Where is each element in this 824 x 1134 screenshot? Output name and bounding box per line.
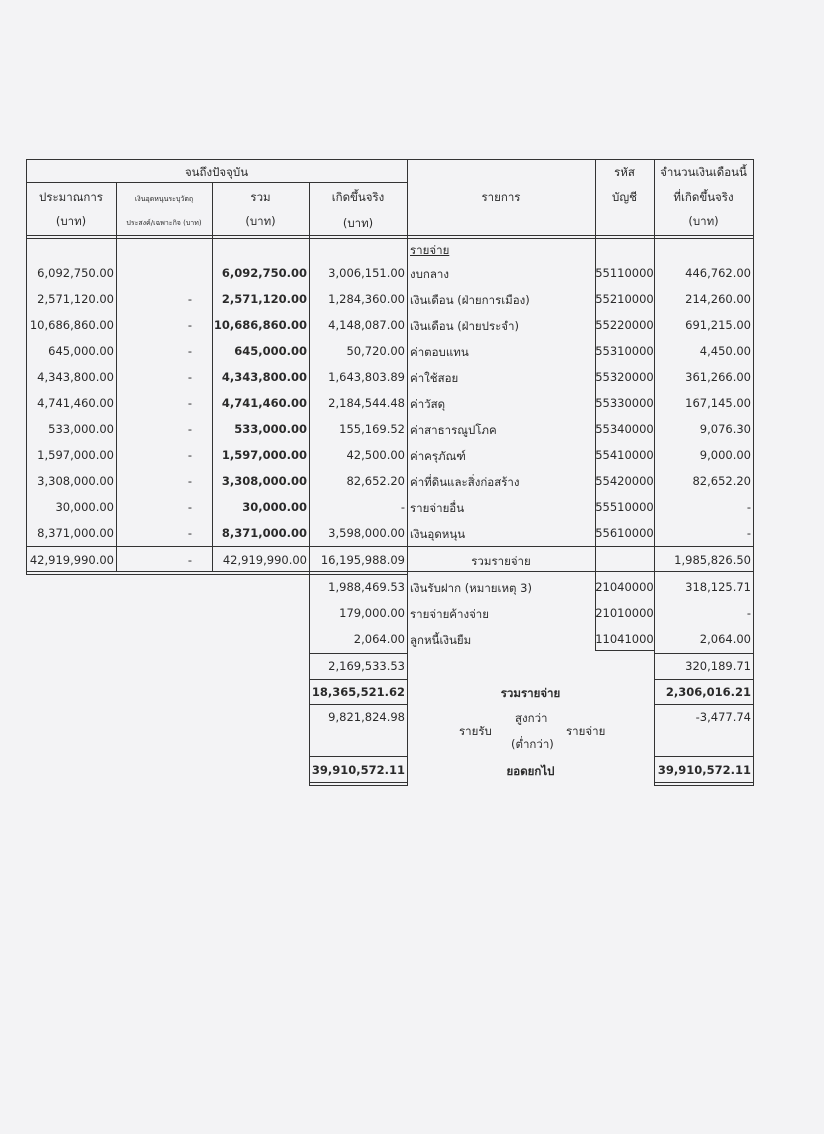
subtotal-top-left	[309, 653, 407, 654]
grand-expense-label: รวมรายจ่าย	[500, 686, 561, 700]
row-month: 361,266.00	[685, 370, 751, 384]
header-total-line1: รวม	[250, 190, 271, 204]
row-item: งบกลาง	[410, 267, 449, 281]
row-month: 446,762.00	[685, 266, 751, 280]
header-bottom-border-2	[26, 238, 753, 239]
row-item: เงินเดือน (ฝ่ายการเมือง)	[410, 293, 530, 307]
row-subsidy: -	[187, 448, 193, 462]
row-item: ค่าสาธารณูปโภค	[410, 423, 497, 437]
carry-bottom-left	[309, 782, 407, 783]
other-row-item: รายจ่ายค้างจ่าย	[410, 607, 490, 621]
other-row-actual: 2,064.00	[353, 632, 405, 646]
grand-top-right	[655, 679, 753, 680]
total-estimate: 42,919,990.00	[29, 553, 114, 567]
balance-label-top: สูงกว่า	[515, 711, 548, 725]
total-total: 42,919,990.00	[222, 553, 307, 567]
group-header: จนถึงปัจจุบัน	[184, 165, 249, 179]
row-subsidy: -	[187, 422, 193, 436]
row-code: 55310000	[595, 344, 654, 358]
row-code: 55420000	[595, 474, 654, 488]
row-code: 55610000	[595, 526, 654, 540]
grand-expense-month: 2,306,016.21	[665, 685, 751, 699]
row-total: 10,686,860.00	[213, 318, 307, 332]
header-month-line2: ที่เกิดขึ้นจริง	[673, 190, 734, 204]
grand-bottom-left	[309, 704, 407, 705]
row-code: 55510000	[595, 500, 654, 514]
other-subtotal-actual: 2,169,533.53	[328, 659, 405, 673]
row-estimate: 4,741,460.00	[37, 396, 114, 410]
header-month-line1: จำนวนเงินเดือนนี้	[660, 165, 747, 179]
header-subsidy-line1: เงินอุดหนุนระบุวัตถุ	[134, 195, 194, 203]
header-estimate-line2: (บาท)	[55, 214, 87, 228]
carry-forward-label: ยอดยกไป	[506, 764, 555, 778]
row-estimate: 1,597,000.00	[37, 448, 114, 462]
row-total: 645,000.00	[234, 344, 307, 358]
carry-bottom-right	[655, 782, 753, 783]
row-month: 691,215.00	[685, 318, 751, 332]
row-code: 55320000	[595, 370, 654, 384]
balance-label-right: รายจ่าย	[566, 724, 606, 738]
row-month: 9,076.30	[699, 422, 751, 436]
other-row-item: เงินรับฝาก (หมายเหตุ 3)	[410, 581, 532, 595]
row-subsidy: -	[187, 318, 193, 332]
other-subtotal-month: 320,189.71	[685, 659, 751, 673]
row-actual: 4,148,087.00	[328, 318, 405, 332]
row-actual: 155,169.52	[339, 422, 405, 436]
total-subsidy: -	[187, 553, 193, 567]
other-row-month: 2,064.00	[699, 632, 751, 646]
row-month: -	[746, 500, 751, 514]
row-total: 3,308,000.00	[221, 474, 307, 488]
grand-bottom-right	[655, 704, 753, 705]
row-estimate: 645,000.00	[48, 344, 114, 358]
header-code-line1: รหัส	[614, 165, 635, 179]
grand-expense-actual: 18,365,521.62	[311, 685, 405, 699]
other-row-month: -	[746, 606, 751, 620]
row-actual: 3,598,000.00	[328, 526, 405, 540]
row-code: 55210000	[595, 292, 654, 306]
row-total: 30,000.00	[242, 500, 307, 514]
other-row-item: ลูกหนี้เงินยืม	[410, 633, 472, 647]
other-row-code: 11041000	[595, 632, 654, 646]
row-item: รายจ่ายอื่น	[410, 501, 465, 515]
row-subsidy: -	[187, 396, 193, 410]
row-subsidy: -	[187, 292, 193, 306]
row-estimate: 533,000.00	[48, 422, 114, 436]
row-total: 2,571,120.00	[221, 292, 307, 306]
row-total: 533,000.00	[234, 422, 307, 436]
row-item: ค่าวัสดุ	[410, 397, 446, 411]
carry-bottom-right-2	[655, 785, 753, 786]
row-code: 55220000	[595, 318, 654, 332]
section-title: รายจ่าย	[410, 243, 450, 257]
header-actual-line1: เกิดขึ้นจริง	[331, 190, 385, 204]
header-estimate-line1: ประมาณการ	[39, 190, 103, 204]
row-month: 167,145.00	[685, 396, 751, 410]
row-estimate: 2,571,120.00	[37, 292, 114, 306]
row-code: 55340000	[595, 422, 654, 436]
subtotal-top-right	[655, 653, 753, 654]
header-subsidy-line2: ประสงค์/เฉพาะกิจ (บาท)	[126, 219, 202, 227]
row-actual: 2,184,544.48	[328, 396, 405, 410]
row-subsidy: -	[187, 344, 193, 358]
grand-top-left	[309, 679, 407, 680]
header-total-line2: (บาท)	[245, 214, 276, 228]
carry-forward-month: 39,910,572.11	[657, 763, 751, 777]
row-actual: 1,284,360.00	[328, 292, 405, 306]
row-item: ค่าใช้สอย	[410, 371, 459, 385]
carry-top-left	[309, 756, 407, 757]
row-estimate: 10,686,860.00	[29, 318, 114, 332]
header-month-line3: (บาท)	[688, 214, 719, 228]
other-row-actual: 179,000.00	[339, 606, 405, 620]
row-actual: -	[400, 500, 405, 514]
totals-top-border	[26, 546, 753, 547]
header-code-line2: บัญชี	[612, 190, 637, 204]
row-item: ค่าตอบแทน	[410, 345, 469, 359]
row-item: ค่าที่ดินและสิ่งก่อสร้าง	[410, 475, 520, 489]
balance-actual: 9,821,824.98	[328, 710, 405, 724]
carry-top-right	[655, 756, 753, 757]
row-month: 9,000.00	[699, 448, 751, 462]
row-month: 4,450.00	[699, 344, 751, 358]
row-item: เงินอุดหนุน	[410, 527, 466, 541]
row-total: 4,343,800.00	[221, 370, 307, 384]
code-box-bottom	[595, 650, 654, 651]
balance-label-left: รายรับ	[459, 724, 492, 738]
totals-bottom-border	[26, 571, 753, 572]
other-row-actual: 1,988,469.53	[328, 580, 405, 594]
col-divider-1	[116, 182, 117, 571]
row-item: เงินเดือน (ฝ่ายประจำ)	[410, 319, 519, 333]
header-item: รายการ	[481, 190, 521, 204]
row-subsidy: -	[187, 526, 193, 540]
row-month: 214,260.00	[685, 292, 751, 306]
header-bottom-border	[26, 235, 753, 236]
other-row-code: 21010000	[595, 606, 654, 620]
row-estimate: 30,000.00	[55, 500, 114, 514]
row-estimate: 8,371,000.00	[37, 526, 114, 540]
row-subsidy: -	[187, 474, 193, 488]
group-header-underline	[26, 182, 407, 183]
row-month: 82,652.20	[692, 474, 751, 488]
row-actual: 3,006,151.00	[328, 266, 405, 280]
row-actual: 50,720.00	[346, 344, 405, 358]
row-code: 55330000	[595, 396, 654, 410]
row-actual: 42,500.00	[346, 448, 405, 462]
row-actual: 1,643,803.89	[328, 370, 405, 384]
row-estimate: 3,308,000.00	[37, 474, 114, 488]
balance-month: -3,477.74	[695, 710, 751, 724]
balance-label-bottom: (ต่ำกว่า)	[511, 737, 554, 751]
other-row-code: 21040000	[595, 580, 654, 594]
carry-bottom-left-2	[309, 785, 407, 786]
row-total: 1,597,000.00	[221, 448, 307, 462]
row-total: 4,741,460.00	[221, 396, 307, 410]
row-code: 55110000	[595, 266, 654, 280]
row-estimate: 6,092,750.00	[37, 266, 114, 280]
other-row-month: 318,125.71	[685, 580, 751, 594]
carry-forward-actual: 39,910,572.11	[311, 763, 405, 777]
total-month: 1,985,826.50	[674, 553, 751, 567]
table-top-border	[26, 159, 753, 160]
row-subsidy: -	[187, 370, 193, 384]
table-right-border	[753, 159, 754, 786]
totals-bottom-border-2	[26, 574, 407, 575]
row-estimate: 4,343,800.00	[37, 370, 114, 384]
row-item: ค่าครุภัณฑ์	[410, 449, 466, 463]
row-actual: 82,652.20	[346, 474, 405, 488]
header-actual-line2: (บาท)	[342, 216, 374, 230]
total-label: รวมรายจ่าย	[471, 554, 531, 568]
row-month: -	[746, 526, 751, 540]
row-code: 55410000	[595, 448, 654, 462]
row-total: 6,092,750.00	[221, 266, 307, 280]
row-total: 8,371,000.00	[221, 526, 307, 540]
total-actual: 16,195,988.09	[320, 553, 405, 567]
row-subsidy: -	[187, 500, 193, 514]
